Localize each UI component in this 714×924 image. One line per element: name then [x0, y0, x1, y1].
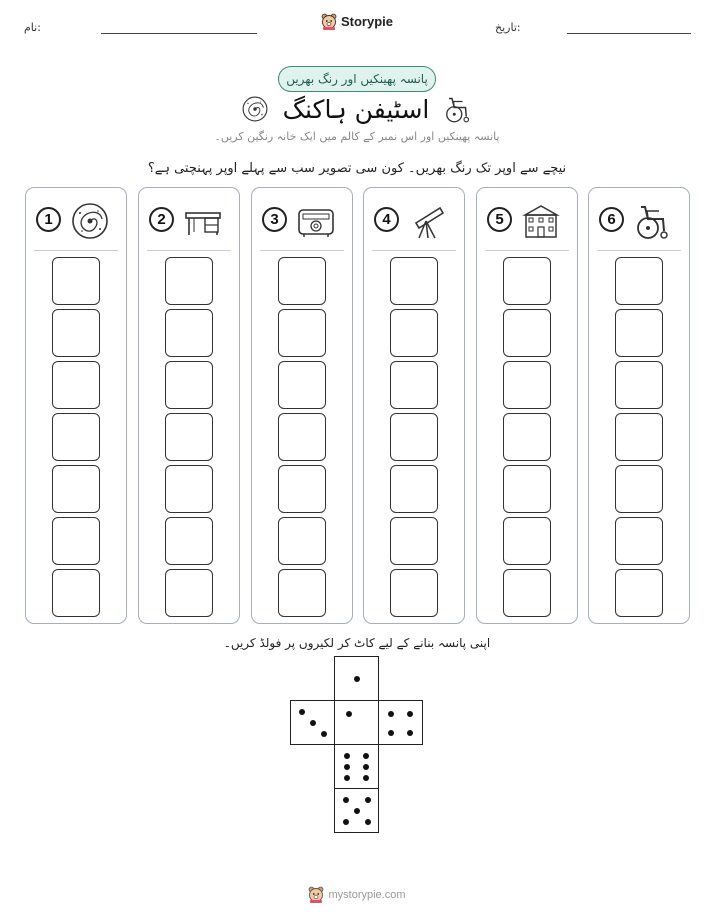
- color-box[interactable]: [52, 309, 100, 357]
- brand-name: Storypie: [340, 14, 393, 29]
- color-box[interactable]: [503, 465, 551, 513]
- die-pip: [321, 731, 327, 737]
- color-box[interactable]: [278, 569, 326, 617]
- die-pip: [388, 730, 394, 736]
- color-box[interactable]: [52, 517, 100, 565]
- date-label: تاریخ:: [495, 21, 521, 34]
- color-box[interactable]: [52, 361, 100, 409]
- galaxy-icon: [241, 95, 269, 123]
- die-pip: [363, 764, 369, 770]
- color-box[interactable]: [503, 413, 551, 461]
- telescope-icon: [408, 201, 448, 241]
- color-box[interactable]: [615, 517, 663, 565]
- color-box[interactable]: [503, 361, 551, 409]
- brand-logo: [0, 13, 714, 30]
- cut-instruction: اپنی پانسہ بنانے کے لیے کاٹ کر لکیروں پر فولڈ کریں۔: [223, 636, 491, 650]
- color-box[interactable]: [615, 569, 663, 617]
- die-pip: [407, 730, 413, 736]
- column-number: 4: [374, 207, 399, 232]
- color-box[interactable]: [390, 465, 438, 513]
- color-box[interactable]: [503, 309, 551, 357]
- color-box[interactable]: [278, 517, 326, 565]
- wheelchair-icon: [443, 94, 473, 124]
- color-box[interactable]: [615, 465, 663, 513]
- column-divider: [597, 250, 681, 251]
- column-5: [476, 187, 578, 624]
- color-box[interactable]: [503, 257, 551, 305]
- galaxy-icon: [70, 201, 110, 241]
- column-number: 2: [149, 207, 174, 232]
- university-building-icon: [521, 201, 561, 241]
- color-box[interactable]: [165, 413, 213, 461]
- die-pip: [365, 819, 371, 825]
- name-label: نام:: [24, 21, 41, 34]
- color-box[interactable]: [390, 361, 438, 409]
- column-number: 3: [262, 207, 287, 232]
- column-3: [251, 187, 353, 624]
- color-box[interactable]: [165, 257, 213, 305]
- die-pip: [363, 753, 369, 759]
- color-box[interactable]: [278, 361, 326, 409]
- title-row: [0, 92, 714, 126]
- color-box[interactable]: [615, 257, 663, 305]
- die-pip: [363, 775, 369, 781]
- color-box[interactable]: [165, 361, 213, 409]
- die-face-3: [290, 700, 335, 745]
- die-pip: [346, 711, 352, 717]
- footer-url[interactable]: mystorypie.com: [328, 888, 406, 901]
- die-pip: [365, 797, 371, 803]
- bear-logo-icon: [308, 886, 324, 903]
- die-face-5: [334, 788, 379, 833]
- column-2: [138, 187, 240, 624]
- color-box[interactable]: [390, 517, 438, 565]
- activity-badge: پانسہ پھینکیں اور رنگ بھریں: [278, 66, 436, 92]
- color-box[interactable]: [52, 465, 100, 513]
- color-box[interactable]: [390, 413, 438, 461]
- die-face-6: [334, 744, 379, 789]
- page-title: اسٹیفن ہاکنگ: [282, 94, 430, 124]
- column-divider: [485, 250, 569, 251]
- radio-icon: [296, 201, 336, 241]
- instruction-text: نیچے سے اوپر تک رنگ بھریں۔ کون سی تصویر سب سے پہلے اوپر پہنچتی ہے؟: [147, 161, 567, 176]
- color-box[interactable]: [278, 309, 326, 357]
- footer: [0, 886, 714, 903]
- die-pip: [343, 819, 349, 825]
- die-face-4: [378, 700, 423, 745]
- color-box[interactable]: [615, 309, 663, 357]
- column-divider: [34, 250, 118, 251]
- column-4: [363, 187, 465, 624]
- color-box[interactable]: [503, 517, 551, 565]
- die-pip: [343, 797, 349, 803]
- column-1: [25, 187, 127, 624]
- color-box[interactable]: [52, 569, 100, 617]
- color-box[interactable]: [278, 413, 326, 461]
- color-box[interactable]: [390, 569, 438, 617]
- column-number: 1: [36, 207, 61, 232]
- die-pip: [344, 764, 350, 770]
- die-pip: [310, 720, 316, 726]
- color-box[interactable]: [503, 569, 551, 617]
- die-pip: [354, 808, 360, 814]
- column-divider: [372, 250, 456, 251]
- column-divider: [147, 250, 231, 251]
- bear-logo-icon: [321, 13, 337, 30]
- column-divider: [260, 250, 344, 251]
- die-pip: [299, 709, 305, 715]
- page-subtitle: پانسہ پھینکیں اور اس نمبر کے کالم میں ایک خانہ رنگین کریں۔: [214, 130, 500, 143]
- die-face-1: [334, 656, 379, 701]
- column-6: [588, 187, 690, 624]
- die-pip: [344, 753, 350, 759]
- name-line: [101, 33, 257, 34]
- date-line: [567, 33, 691, 34]
- color-box[interactable]: [278, 465, 326, 513]
- color-box[interactable]: [165, 517, 213, 565]
- color-box[interactable]: [615, 413, 663, 461]
- column-number: 6: [599, 207, 624, 232]
- die-pip: [388, 711, 394, 717]
- wheelchair-icon: [633, 201, 673, 241]
- desk-icon: [183, 201, 223, 241]
- color-box[interactable]: [165, 309, 213, 357]
- die-pip: [344, 775, 350, 781]
- color-box[interactable]: [165, 569, 213, 617]
- color-box[interactable]: [615, 361, 663, 409]
- color-box[interactable]: [52, 257, 100, 305]
- color-box[interactable]: [390, 257, 438, 305]
- column-number: 5: [487, 207, 512, 232]
- color-box[interactable]: [390, 309, 438, 357]
- die-face-1-center: [334, 700, 379, 745]
- color-box[interactable]: [278, 257, 326, 305]
- die-pip: [407, 711, 413, 717]
- color-box[interactable]: [52, 413, 100, 461]
- die-pip: [354, 676, 360, 682]
- color-box[interactable]: [165, 465, 213, 513]
